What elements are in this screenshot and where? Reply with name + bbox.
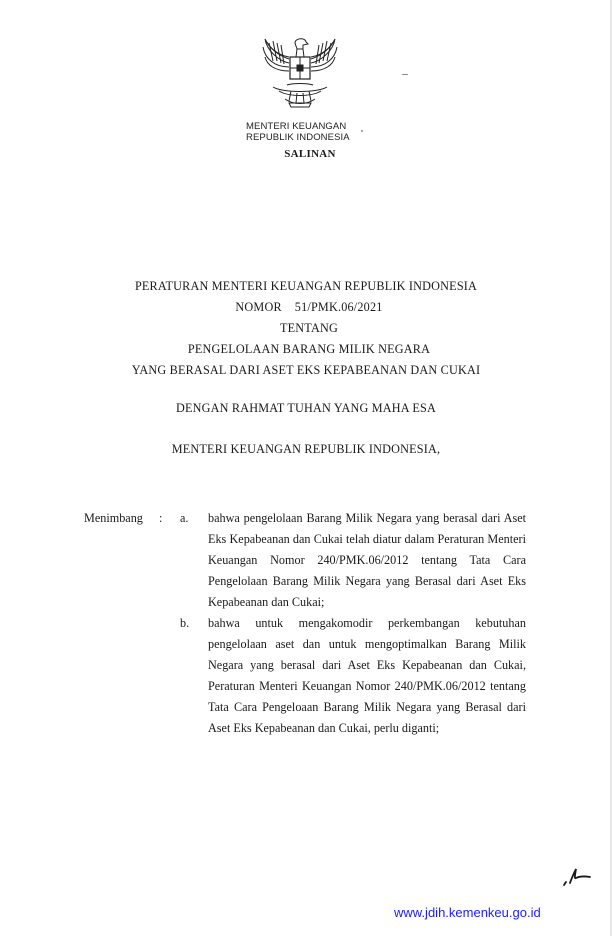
considering-section (84, 508, 526, 739)
scan-speck (402, 74, 408, 75)
website-link[interactable]: www.jdih.kemenkeu.go.id (394, 905, 541, 920)
title-line-3: TENTANG (280, 321, 338, 335)
item-letter: b. (180, 616, 190, 630)
regulation-title (0, 276, 612, 381)
invocation: DENGAN RAHMAT TUHAN YANG MAHA ESA (176, 401, 436, 415)
garuda-emblem-icon (259, 33, 341, 113)
ministry-line-1: MENTERI KEUANGAN (246, 121, 347, 132)
considering-item-b (84, 613, 526, 739)
item-letter: a. (180, 511, 189, 525)
considering-label: Menimbang (84, 511, 143, 525)
title-line-5: YANG BERASAL DARI ASET EKS KEPABEANAN DAN CUKAI (131, 363, 481, 377)
title-line-4: PENGELOLAAN BARANG MILIK NEGARA (187, 342, 431, 356)
copy-label: SALINAN (284, 148, 336, 160)
considering-colon: : (159, 511, 163, 525)
item-text: bahwa untuk mengakomodir perkembangan kebutuhan pengelolaan aset dan untuk mengoptimalkan Barang Milik Negara yang berasal dari Aset Eks Kepabeanan dan Cukai, Peraturan Menteri Keuangan Nomor 240/PMK.06/2012 tentang Tata Cara Pengeloaan Barang Milik Negara yang Berasal dari Aset Eks Kepabeanan dan Cukai, perlu diganti; (208, 616, 526, 735)
title-line-1: PERATURAN MENTERI KEUANGAN REPUBLIK INDONESIA (134, 279, 478, 293)
ministry-line-2: REPUBLIK INDONESIA (246, 132, 350, 143)
considering-item-a (84, 508, 526, 613)
item-text: bahwa pengelolaan Barang Milik Negara yang berasal dari Aset Eks Kepabeanan dan Cukai telah diatur dalam Peraturan Menteri Keuangan Nomor 240/PMK.06/2012 tentang Tata Cara Pengelolaan Barang Milik Negara yang Berasal dari Aset Eks Kepabeanan dan Cukai; (208, 511, 526, 609)
scan-speck (361, 130, 363, 132)
initial-mark-icon (560, 865, 594, 891)
authority: MENTERI KEUANGAN REPUBLIK INDONESIA, (171, 442, 441, 456)
ministry-header (246, 121, 350, 143)
regulation-number: NOMOR 51/PMK.06/2021 (235, 300, 383, 314)
